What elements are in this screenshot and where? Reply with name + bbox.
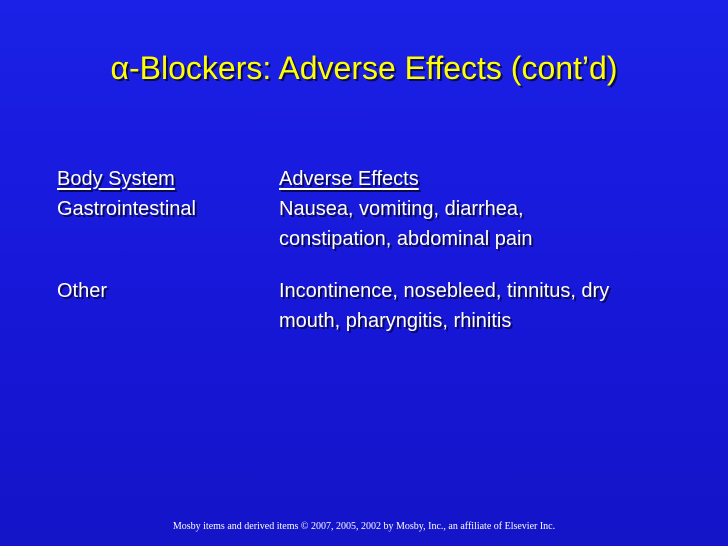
slide-title: α-Blockers: Adverse Effects (cont’d) <box>110 50 618 86</box>
copyright-footer: Mosby items and derived items © 2007, 2005, 2002 by Mosby, Inc., an affiliate of Elsevier Inc. <box>172 521 556 532</box>
adverse-effects-cell: Nausea, vomiting, diarrhea, constipation, abdominal pain <box>279 198 533 250</box>
table-row <box>57 276 677 336</box>
body-system-cell: Gastrointestinal <box>57 198 196 220</box>
adverse-effects-table <box>57 164 677 358</box>
body-system-cell: Other <box>57 280 108 302</box>
header-adverse-effects: Adverse Effects <box>279 168 419 190</box>
header-body-system: Body System <box>57 168 175 190</box>
table-row <box>57 194 677 254</box>
table-header-row <box>57 164 677 194</box>
adverse-effects-cell: Incontinence, nosebleed, tinnitus, dry mouth, pharyngitis, rhinitis <box>279 280 610 332</box>
